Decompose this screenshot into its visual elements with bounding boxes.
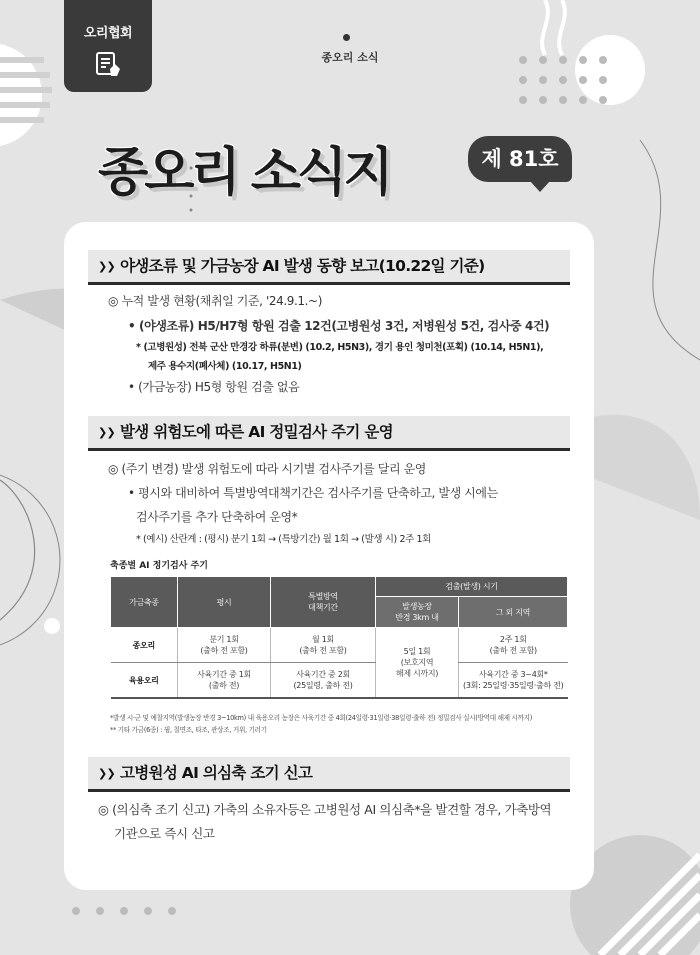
table-header: 발생농장 반경 3km 내 <box>376 597 459 628</box>
text-line: 기관으로 즉시 신고 <box>114 826 215 841</box>
inspection-table <box>110 576 568 699</box>
table-cell: 육용오리 <box>111 663 178 699</box>
table-cell: 2주 1회 (출하 전 포함) <box>459 628 568 663</box>
note-line: * (고병원성) 전북 군산 만경강 하류(분변) (10.2, H5N3), 경기 용인 청미천(포획) (10.14, H5N1), <box>136 342 544 353</box>
table-header: 검출(발생) 시기 <box>376 577 568 597</box>
text-line: ◎ (의심축 조기 신고) 가축의 소유자등은 고병원성 AI 의심축*을 발견할 경우, 가축방역 <box>98 802 552 817</box>
section-heading-text: 발생 위험도에 따른 AI 정밀검사 주기 운영 <box>120 423 393 441</box>
section-heading-report <box>88 757 570 792</box>
table-header: 그 외 지역 <box>459 597 568 628</box>
section-dot <box>343 34 350 41</box>
content-card <box>64 222 594 890</box>
table-header: 평시 <box>178 577 271 628</box>
table-title: 축종별 AI 정기검사 주기 <box>110 561 208 571</box>
note-line: * (예시) 산란계 : (평시) 분기 1회 → (특방기간) 월 1회 → (발생 시) 2주 1회 <box>136 534 431 545</box>
table-cell: 사육기간 중 3~4회* (3회: 25일령·35일령·출하 전) <box>459 663 568 699</box>
table-row <box>111 628 568 663</box>
org-name: 오리협회 <box>83 26 133 41</box>
table-header: 가금축종 <box>111 577 178 628</box>
issue-badge: 제 81호 <box>468 136 572 182</box>
org-tab <box>64 0 152 92</box>
table-cell: 사육기간 중 1회 (출하 전) <box>178 663 271 699</box>
section-heading-text: 고병원성 AI 의심축 조기 신고 <box>120 764 313 782</box>
double-chevron-icon: ❯❯ <box>98 767 116 780</box>
section-heading-inspection <box>88 416 570 451</box>
text-line: • 평시와 대비하여 특별방역대책기간은 검사주기를 단축하고, 발생 시에는 <box>128 486 498 500</box>
table-header: 특별방역 대책기간 <box>271 577 376 628</box>
table-cell: 월 1회 (출하 전 포함) <box>271 628 376 663</box>
text-line: • (야생조류) H5/H7형 항원 검출 12건(고병원성 3건, 저병원성 5건, 검사중 4건) <box>128 319 550 333</box>
table-row <box>111 663 568 699</box>
section-heading-text: 야생조류 및 가금농장 AI 발생 동향 보고(10.22일 기준) <box>120 257 485 275</box>
table-footnote: *발생 시·군 및 예찰지역(발생농장 반경 3~10km) 내 육용오리 농장은 사육기간 중 4회(24일령·31일령·38일령·출하 전) 정밀검사 실시(방역대 해제 시까지) <box>110 714 532 722</box>
table-cell: 사육기간 중 2회 (25일령, 출하 전) <box>271 663 376 699</box>
table-cell: 종오리 <box>111 628 178 663</box>
page-title: 종오리 소식지 <box>98 143 390 203</box>
table-cell: 분기 1회 (출하 전 포함) <box>178 628 271 663</box>
text-line: ◎ (주기 변경) 발생 위험도에 따라 시기별 검사주기를 달리 운영 <box>108 462 426 476</box>
double-chevron-icon: ❯❯ <box>98 260 116 273</box>
note-line: 제주 용수지(폐사체) (10.17, H5N1) <box>148 361 302 372</box>
table-cell: 5일 1회 (보호지역 해제 시까지) <box>376 628 459 699</box>
text-line: 검사주기를 추가 단축하여 운영* <box>136 510 298 524</box>
text-line: ◎ 누적 발생 현황(채취일 기준, '24.9.1.~) <box>108 294 322 308</box>
section-heading-ai-trend <box>88 250 570 285</box>
text-line: • (가금농장) H5형 항원 검출 없음 <box>128 380 300 394</box>
table-footnote: ** 기타 가금(6종) : 꿩, 칠면조, 타조, 관상조, 거위, 기러기 <box>110 726 267 734</box>
section-tag: 종오리 소식 <box>321 51 379 64</box>
double-chevron-icon: ❯❯ <box>98 426 116 439</box>
